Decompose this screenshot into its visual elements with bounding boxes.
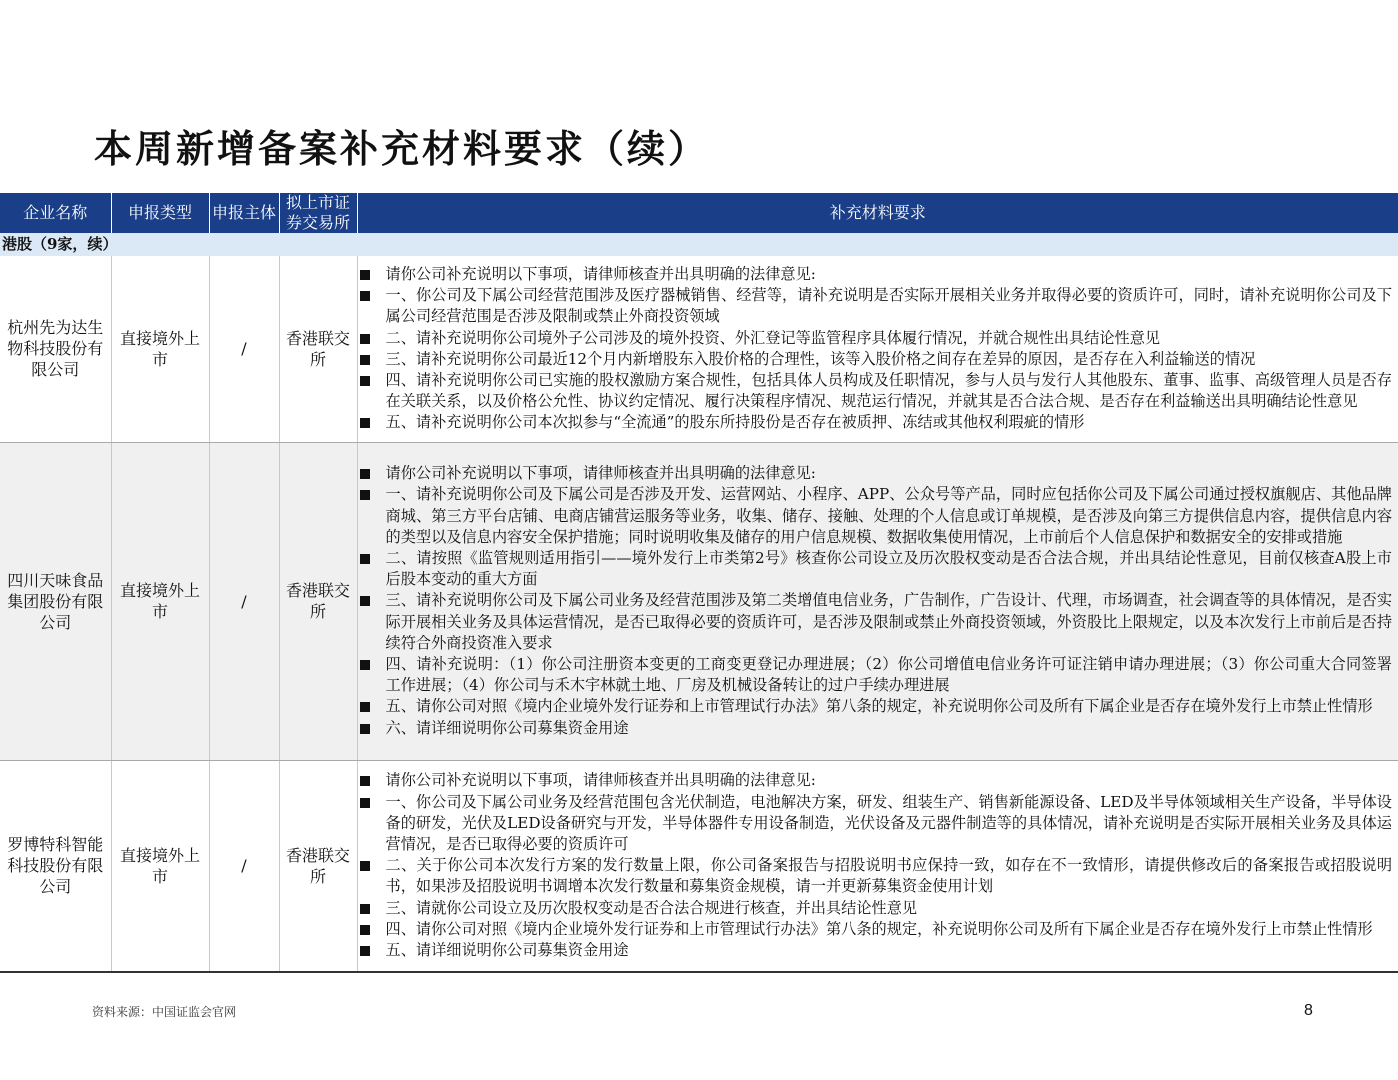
list-item: 三、请补充说明你公司及下属公司业务及经营范围涉及第二类增值电信业务，广告制作，广告设计、代理，市场调查，社会调查等的具体情况，是否实际开展相关业务及具体运营情况，是否已取得必要的资质许可，是否涉及限制或禁止外商投资领域，外资股比上限规定，以及本次发行上市前后是否持续符合外商投资准入要求: [358, 590, 1393, 654]
list-item: 三、请就你公司设立及历次股权变动是否合法合规进行核查，并出具结论性意见: [358, 898, 1393, 919]
listing-type: 直接境外上市: [111, 760, 209, 972]
page-number: 8: [1304, 1002, 1313, 1019]
list-item: 一、请补充说明你公司及下属公司是否涉及开发、运营网站、小程序、APP、公众号等产品，同时应包括你公司及下属公司通过授权旗舰店、其他品牌商城、第三方平台店铺、电商店铺营运服务等业务，收集、储存、接触、处理的个人信息或订单规模，是否涉及向第三方提供信息内容，提供信息内容的类型以及信息内容安全保护措施；同时说明收集及储存的用户信息规模、数据收集使用情况，上市前后个人信息保护和数据安全的安排或措施: [358, 484, 1393, 548]
requirements-cell: [357, 256, 1398, 442]
exchange: 香港联交所: [279, 256, 357, 442]
exchange: 香港联交所: [279, 760, 357, 972]
header-entity: 申报主体: [209, 193, 279, 233]
listing-type: 直接境外上市: [111, 442, 209, 760]
list-item: 五、请详细说明你公司募集资金用途: [358, 940, 1393, 961]
requirements-list: [358, 463, 1393, 739]
requirements-cell: [357, 442, 1398, 760]
list-item: 二、请按照《监管规则适用指引——境外发行上市类第2号》核查你公司设立及历次股权变动是否合法合规，并出具结论性意见，目前仅核查A股上市后股本变动的重大方面: [358, 548, 1393, 590]
requirements-list: [358, 264, 1393, 434]
company-name: 杭州先为达生物科技股份有限公司: [0, 256, 111, 442]
listing-entity: /: [209, 442, 279, 760]
page-title: 本周新增备案补充材料要求（续）: [94, 127, 710, 171]
header-type: 申报类型: [111, 193, 209, 233]
list-item: 二、请补充说明你公司境外子公司涉及的境外投资、外汇登记等监管程序具体履行情况，并就合规性出具结论性意见: [358, 328, 1393, 349]
list-item: 三、请补充说明你公司最近12个月内新增股东入股价格的合理性，该等入股价格之间存在差异的原因，是否存在入利益输送的情况: [358, 349, 1393, 370]
list-item: 一、你公司及下属公司经营范围涉及医疗器械销售、经营等，请补充说明是否实际开展相关业务并取得必要的资质许可，同时，请补充说明你公司及下属公司经营范围是否涉及限制或禁止外商投资领域: [358, 285, 1393, 327]
source-note: 资料来源：中国证监会官网: [92, 1005, 237, 1019]
header-company: 企业名称: [0, 193, 111, 233]
table-row: [0, 760, 1398, 972]
list-item: 四、请补充说明：（1）你公司注册资本变更的工商变更登记办理进展；（2）你公司增值电信业务许可证注销申请办理进展；（3）你公司重大合同签署工作进展；（4）你公司与禾木宇林就土地、厂房及机械设备转让的过户手续办理进展: [358, 654, 1393, 696]
table-header-row: [0, 193, 1398, 233]
exchange: 香港联交所: [279, 442, 357, 760]
listing-type: 直接境外上市: [111, 256, 209, 442]
list-item: 二、关于你公司本次发行方案的发行数量上限，你公司备案报告与招股说明书应保持一致，如存在不一致情形，请提供修改后的备案报告或招股说明书，如果涉及招股说明书调增本次发行数量和募集资金规模，请一并更新募集资金使用计划: [358, 855, 1393, 897]
list-item: 五、请你公司对照《境内企业境外发行证券和上市管理试行办法》第八条的规定，补充说明你公司及所有下属企业是否存在境外发行上市禁止性情形: [358, 696, 1393, 717]
table-row: [0, 256, 1398, 442]
list-item: 四、请补充说明你公司已实施的股权激励方案合规性，包括具体人员构成及任职情况，参与人员与发行人其他股东、董事、监事、高级管理人员是否存在关联关系，以及价格公允性、协议约定情况、履行决策程序情况、规范运行情况，并就其是否合法合规、是否存在利益输送出具明确结论性意见: [358, 370, 1393, 412]
list-item: 四、请你公司对照《境内企业境外发行证券和上市管理试行办法》第八条的规定，补充说明你公司及所有下属企业是否存在境外发行上市禁止性情形: [358, 919, 1393, 940]
listing-entity: /: [209, 256, 279, 442]
group-label: 港股（9家，续）: [0, 233, 1398, 256]
list-item: 请你公司补充说明以下事项，请律师核查并出具明确的法律意见:: [358, 264, 1393, 285]
requirements-list: [358, 770, 1393, 961]
listing-entity: /: [209, 760, 279, 972]
company-name: 四川天味食品集团股份有限公司: [0, 442, 111, 760]
group-row: [0, 233, 1398, 256]
list-item: 请你公司补充说明以下事项，请律师核查并出具明确的法律意见:: [358, 770, 1393, 791]
list-item: 一、你公司及下属公司业务及经营范围包含光伏制造，电池解决方案，研发、组装生产、销售新能源设备、LED及半导体领域相关生产设备，半导体设备的研发，光伏及LED设备研究与开发，半导体器件专用设备制造，光伏设备及元器件制造等的具体情况，请补充说明是否实际开展相关业务及具体运营情况，是否已取得必要的资质许可: [358, 792, 1393, 856]
header-requirements: 补充材料要求: [357, 193, 1398, 233]
list-item: 六、请详细说明你公司募集资金用途: [358, 718, 1393, 739]
company-name: 罗博特科智能科技股份有限公司: [0, 760, 111, 972]
requirements-table: [0, 193, 1398, 973]
list-item: 五、请补充说明你公司本次拟参与“全流通”的股东所持股份是否存在被质押、冻结或其他权利瑕疵的情形: [358, 412, 1393, 433]
list-item: 请你公司补充说明以下事项，请律师核查并出具明确的法律意见:: [358, 463, 1393, 484]
table-row: [0, 442, 1398, 760]
header-exchange: 拟上市证券交易所: [279, 193, 357, 233]
requirements-cell: [357, 760, 1398, 972]
